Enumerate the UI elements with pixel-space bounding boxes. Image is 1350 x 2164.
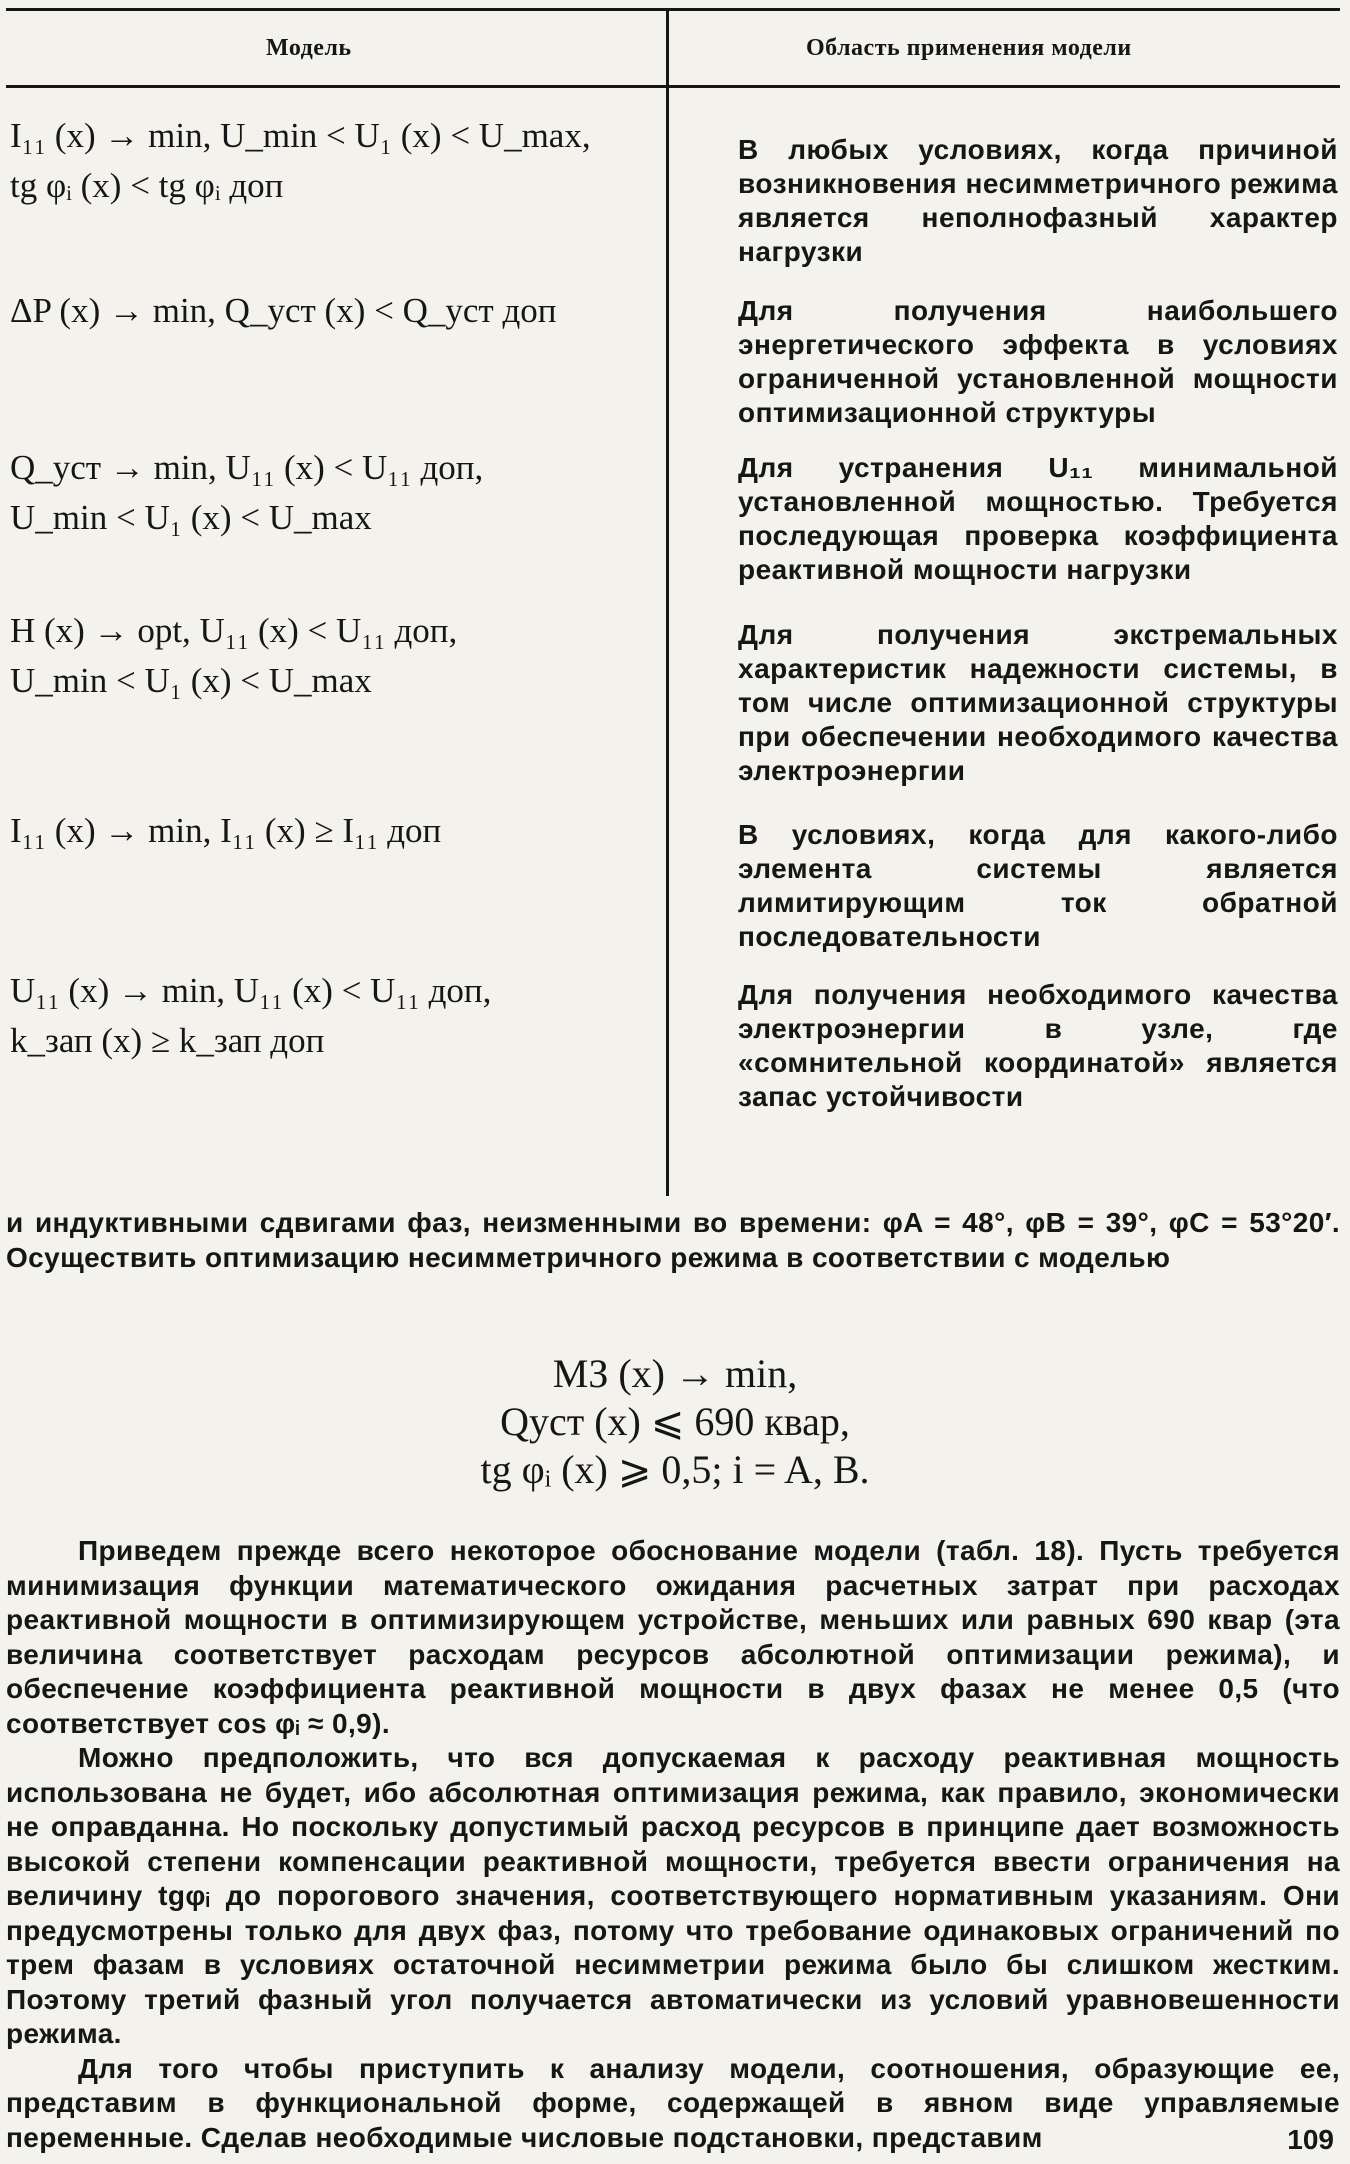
model-line: tg φᵢ (x) < tg φᵢ доп — [10, 166, 284, 205]
model-line: k_зап (x) ≥ k_зап доп — [10, 1021, 325, 1060]
area-cell: Для устранения U₁₁ минимальной установленной мощностью. Требуется последующая проверка коэффициента реактивной мощности нагрузки — [738, 452, 1338, 585]
paragraph: Для того чтобы приступить к анализу модели, соотношения, образующие ее, представим в функциональной форме, содержащей в явном виде управляемые переменные. Сделав необходимые числовые подстановки, представим — [6, 2052, 1340, 2153]
area-cell: Для получения необходимого качества электроэнергии в узле, где «сомнительной координатой» является запас устойчивости — [738, 979, 1338, 1112]
area-cell: В условиях, когда для какого-либо элемента системы является лимитирующим ток обратной последовательности — [738, 819, 1338, 952]
body-text — [6, 1534, 1340, 2155]
models-table — [6, 8, 1340, 1196]
formula-line: tg φᵢ (x) ⩾ 0,5; i = A, B. — [480, 1447, 870, 1492]
model-line: U_min < U₁ (x) < U_max — [10, 498, 372, 537]
area-cell: Для получения экстремальных характеристик надежности системы, в том числе оптимизационной структуры при обеспечении необходимого качества электроэнергии — [738, 619, 1338, 786]
model-cell — [10, 443, 650, 543]
area-cell: В любых условиях, когда причиной возникновения несимметричного режима является неполнофазный характер нагрузки — [738, 134, 1338, 267]
model-line: U_min < U₁ (x) < U_max — [10, 661, 372, 700]
formula-line: МЗ (x) → min, — [552, 1351, 798, 1396]
table-header — [6, 11, 1340, 88]
header-model: Модель — [266, 35, 352, 61]
model-line: ΔP (x) → min, Q_уст (x) < Q_уст доп — [10, 291, 557, 330]
model-line: I₁₁ (x) → min, I₁₁ (x) ≥ I₁₁ доп — [10, 811, 442, 850]
model-line: H (x) → opt, U₁₁ (x) < U₁₁ доп, — [10, 611, 458, 650]
model-cell — [10, 966, 650, 1066]
model-line: Q_уст → min, U₁₁ (x) < U₁₁ доп, — [10, 448, 484, 487]
header-area: Область применения модели — [806, 35, 1132, 61]
model-line: I₁₁ (x) → min, U_min < U₁ (x) < U_max, — [10, 116, 591, 155]
formula-line: Qуст (x) ⩽ 690 квар, — [500, 1399, 850, 1444]
model-cell — [10, 286, 650, 336]
paragraph: Приведем прежде всего некоторое обоснование модели (табл. 18). Пусть требуется минимизация функции математического ожидания расчетных затрат при расходах реактивной мощности в оптимизирующем устройстве, меньших или равных 690 квар (эта величина соответствует расходам ресурсов абсолютной оптимизации режима), и обеспечение коэффициента реактивной мощности в двух фазах не менее 0,5 (что соответствует cos φᵢ ≈ 0,9). — [6, 1535, 1340, 1739]
model-cell — [10, 606, 650, 706]
formula — [0, 1350, 1350, 1494]
model-line: U₁₁ (x) → min, U₁₁ (x) < U₁₁ доп, — [10, 971, 492, 1010]
intro-text: и индуктивными сдвигами фаз, неизменными во времени: φA = 48°, φB = 39°, φC = 53°20′. Осуществить оптимизацию несимметричного режима в соответствии с моделью — [6, 1207, 1340, 1273]
paragraph: Можно предположить, что вся допускаемая к расходу реактивная мощность использована не будет, ибо абсолютная оптимизация режима, как правило, экономически не оправданна. Но поскольку допустимый расход ресурсов в принципе дает возможность высокой степени компенсации реактивной мощности, требуется ввести ограничения на величину tgφᵢ до порогового значения, соответствующего нормативным указаниям. Они предусмотрены только для двух фаз, потому что требование одинаковых ограничений по трем фазам в условиях остаточной несимметрии режима было бы слишком жестким. Поэтому третий фазный угол получается автоматически из условий уравновешенности режима. — [6, 1742, 1340, 2049]
page-number: 109 — [1287, 2124, 1334, 2155]
model-cell — [10, 111, 650, 211]
model-cell — [10, 806, 650, 856]
column-divider — [666, 11, 669, 1196]
area-cell: Для получения наибольшего энергетического эффекта в условиях ограниченной установленной мощности оптимизационной структуры — [738, 295, 1338, 428]
